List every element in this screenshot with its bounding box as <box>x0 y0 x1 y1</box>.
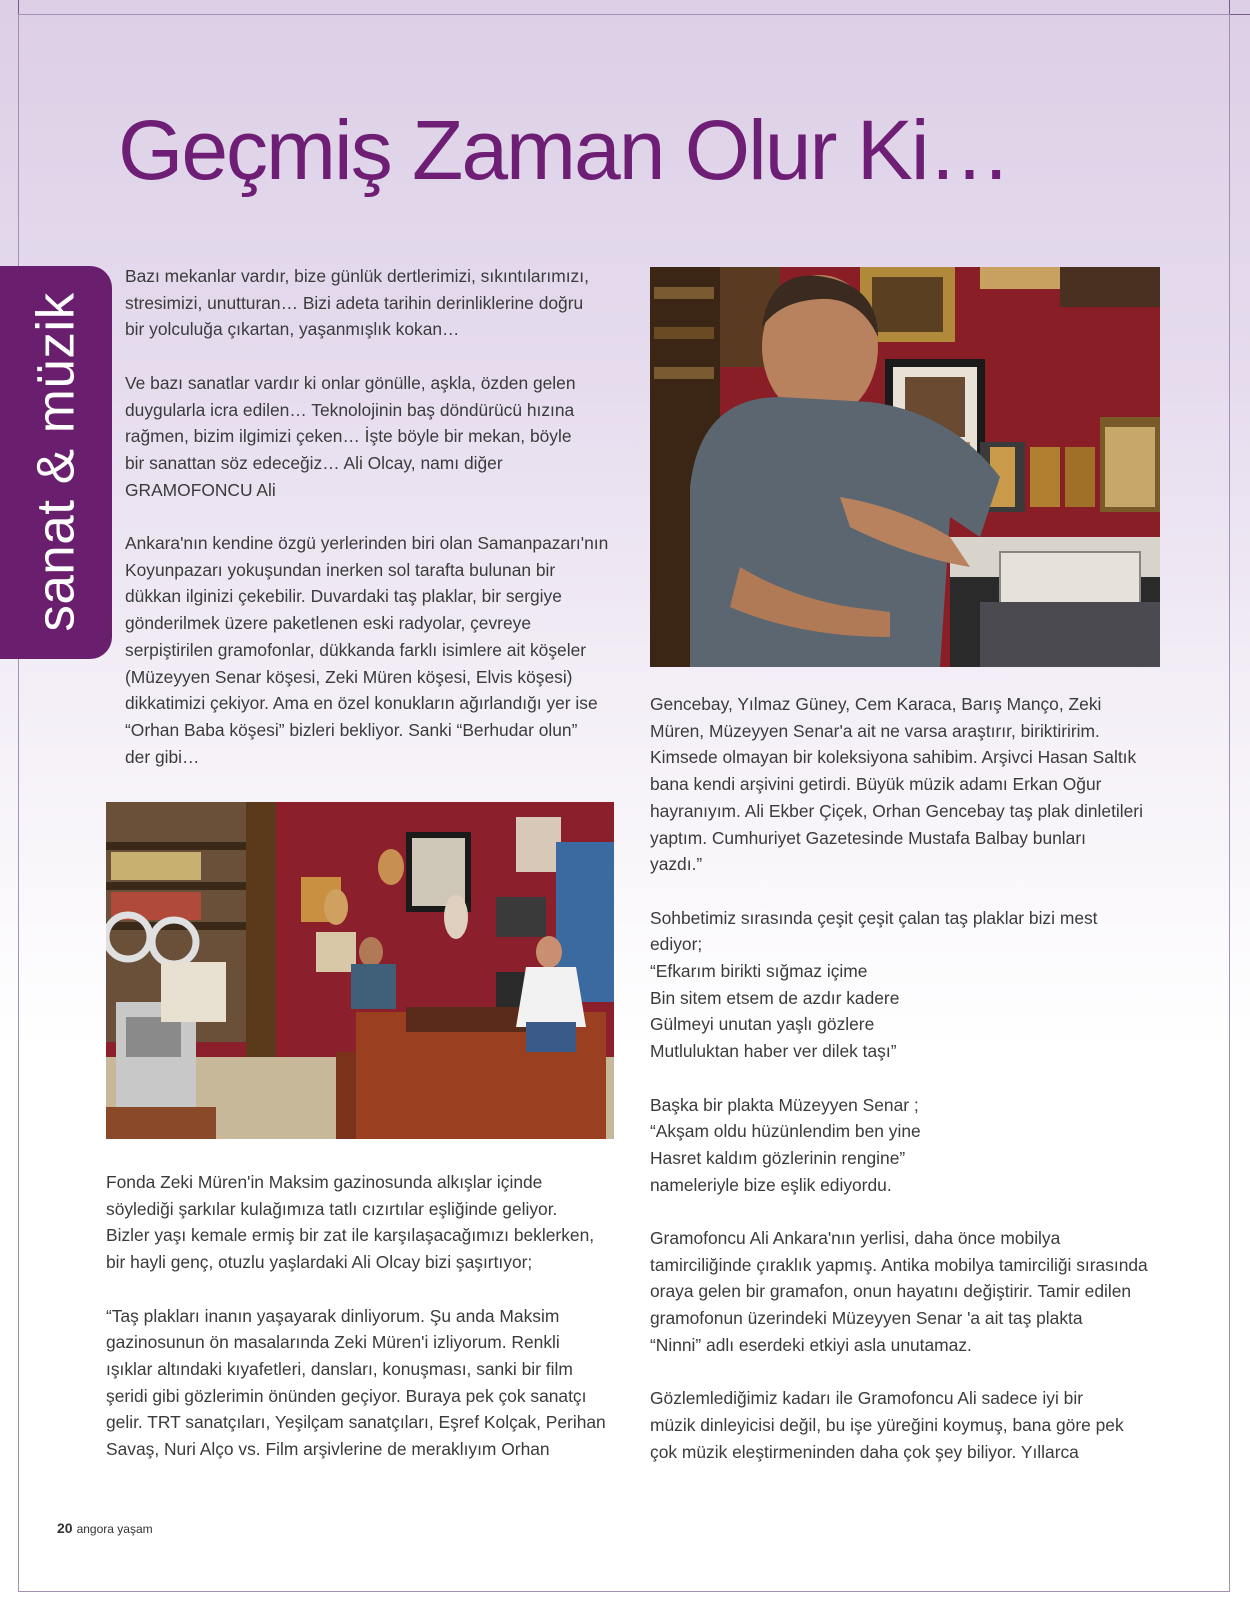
left-column-bottom <box>106 1169 606 1463</box>
body-text-line: gazinosunun ön masalarında Zeki Müren'i izliyorum. Renkli <box>106 1332 560 1353</box>
article-title: Geçmiş Zaman Olur Ki… <box>118 103 1010 197</box>
paragraph-gap <box>650 1065 1148 1092</box>
section-label: sanat & müzik <box>26 292 86 632</box>
paragraph-gap <box>125 503 608 530</box>
crop-mark <box>18 0 19 14</box>
body-text-line: yazdı.” <box>650 854 703 875</box>
body-text-line: Gülmeyi unutan yaşlı gözlere <box>650 1014 875 1035</box>
body-text-line: rağmen, bizim ilgimizi çeken… İşte böyle bir mekan, böyle <box>125 426 572 447</box>
photo-man-at-turntable-image <box>650 267 1160 667</box>
body-text-line: Koyunpazarı yokuşundan inerken sol tarafta bulunan bir <box>125 559 556 580</box>
body-text-line: bir hayli genç, otuzlu yaşlardaki Ali Olcay bizi şaşırtıyor; <box>106 1252 533 1273</box>
photo-shop-interior-image <box>106 802 614 1139</box>
body-text-line: hayranıyım. Ali Ekber Çiçek, Orhan Gencebay taş plak dinletileri <box>650 800 1143 821</box>
body-text-line: bana kendi arşivini getirdi. Büyük müzik adamı Erkan Oğur <box>650 774 1102 795</box>
body-text-line: Bazı mekanlar vardır, bize günlük dertlerimizi, sıkıntılarımızı, <box>125 266 589 286</box>
body-text-line: Hasret kaldım gözlerinin rengine” <box>650 1147 906 1168</box>
body-text-line: “Akşam oldu hüzünlendim ben yine <box>650 1121 921 1142</box>
body-text-line: tamirciliğinde çıraklık yapmış. Antika mobilya tamirciliği sırasında <box>650 1254 1148 1275</box>
body-text-line: Ankara'nın kendine özgü yerlerinden biri olan Samanpazarı'nın <box>125 533 609 553</box>
body-text-line: Gramofoncu Ali Ankara'nın yerlisi, daha önce mobilya <box>650 1228 1061 1249</box>
body-text-line: serpiştirilen gramofonlar, dükkanda farklı isimlere ait köşeler <box>125 639 587 660</box>
body-text-line: oraya gelen bir gramafon, onun hayatını değiştirir. Tamir edilen <box>650 1281 1132 1302</box>
body-text-line: ediyor; <box>650 934 703 955</box>
left-column-top <box>125 263 608 770</box>
body-text-line: Gencebay, Yılmaz Güney, Cem Karaca, Barış Manço, Zeki <box>650 694 1102 714</box>
body-text-line: nameleriyle bize eşlik ediyordu. <box>650 1174 892 1195</box>
body-text-line: Başka bir plakta Müzeyyen Senar ; <box>650 1094 919 1115</box>
photo-shop-interior <box>106 802 614 1139</box>
body-text-line: Kimsede olmayan bir koleksiyona sahibim. Arşivci Hasan Saltık <box>650 747 1137 768</box>
magazine-name: angora yaşam <box>76 1522 153 1536</box>
body-text-line: dükkan ilginizi çekebilir. Duvardaki taş plaklar, bir sergiye <box>125 586 562 607</box>
body-text-line: duygularla icra edilen… Teknolojinin baş döndürücü hızına <box>125 399 575 420</box>
body-text-line: gönderilmek üzere paketlenen eski radyolar, çevreye <box>125 613 532 634</box>
body-text-line: yaptım. Cumhuriyet Gazetesinde Mustafa Balbay bunları <box>650 827 1086 848</box>
body-text-line: Bin sitem etsem de azdır kadere <box>650 987 900 1008</box>
body-text-line: şeridi gibi gözlerimin önünden geçiyor. Buraya pek çok sanatçı <box>106 1385 587 1406</box>
paragraph-gap <box>650 1198 1148 1225</box>
body-text-line: Gözlemlediğimiz kadarı ile Gramofoncu Ali sadece iyi bir <box>650 1388 1084 1409</box>
paragraph-gap <box>125 343 608 370</box>
body-text-line: Savaş, Nuri Alço vs. Film arşivlerine de meraklıyım Orhan <box>106 1439 550 1460</box>
paragraph-gap <box>106 1276 606 1303</box>
paragraph-gap <box>650 1359 1148 1386</box>
body-text-line: Bizler yaşı kemale ermiş bir zat ile karşılaşacağımızı beklerken, <box>106 1225 595 1246</box>
body-text-line: GRAMOFONCU Ali <box>125 479 276 500</box>
body-text-line: Müren, Müzeyyen Senar'a ait ne varsa araştırır, biriktiririm. <box>650 720 1100 741</box>
page-number: 20 <box>57 1520 73 1536</box>
body-text-line: Mutluluktan haber ver dilek taşı” <box>650 1041 897 1062</box>
body-text-line: (Müzeyyen Senar köşesi, Zeki Müren köşesi, Elvis köşesi) <box>125 666 573 687</box>
body-text-line: gelir. TRT sanatçıları, Yeşilçam sanatçıları, Eşref Kolçak, Perihan <box>106 1412 606 1433</box>
crop-mark <box>1229 0 1230 14</box>
body-text-line: “Ninni” adlı eserdeki etkiyi asla unutamaz. <box>650 1334 972 1355</box>
body-text-line: ışıklar altındaki kıyafetleri, dansları, konuşması, sanki bir film <box>106 1358 573 1379</box>
body-text-line: gramofonun üzerindeki Müzeyyen Senar 'a ait taş plakta <box>650 1308 1083 1329</box>
body-text-line: bir yolculuğa çıkartan, yaşanmışlık kokan… <box>125 319 460 340</box>
body-text-line: Fonda Zeki Müren'in Maksim gazinosunda alkışlar içinde <box>106 1172 543 1192</box>
body-text-line: “Efkarım birikti sığmaz içime <box>650 961 868 982</box>
body-text-line: “Taş plakları inanın yaşayarak dinliyorum. Şu anda Maksim <box>106 1305 560 1326</box>
body-text-line: söylediği şarkılar kulağımıza tatlı cızırtılar eşliğinde geliyor. <box>106 1198 558 1219</box>
body-text-line: dikkatimizi çekiyor. Ama en özel konukların ağırlandığı yer ise <box>125 693 598 714</box>
body-text-line: Sohbetimiz sırasında çeşit çeşit çalan taş plaklar bizi mest <box>650 907 1098 928</box>
body-text-line: çok müzik eleştirmeninden daha çok şey biliyor. Yıllarca <box>650 1441 1079 1462</box>
body-text-line: müzik dinleyicisi değil, bu işe yüreğini koymuş, bana göre pek <box>650 1414 1124 1435</box>
body-text-line: stresimizi, unutturan… Bizi adeta tarihin derinliklerine doğru <box>125 292 584 313</box>
right-column <box>650 691 1148 1465</box>
body-text-line: “Orhan Baba köşesi” bizleri bekliyor. Sanki “Berhudar olun” <box>125 719 578 740</box>
crop-mark <box>1230 14 1250 15</box>
body-text-line: Ve bazı sanatlar vardır ki onlar gönülle, aşkla, özden gelen <box>125 372 576 393</box>
paragraph-gap <box>650 878 1148 905</box>
body-text-line: bir sanattan söz edeceğiz… Ali Olcay, namı diğer <box>125 452 503 473</box>
body-text-line: der gibi… <box>125 746 200 767</box>
photo-man-at-turntable <box>650 267 1160 667</box>
footer <box>57 1520 153 1538</box>
